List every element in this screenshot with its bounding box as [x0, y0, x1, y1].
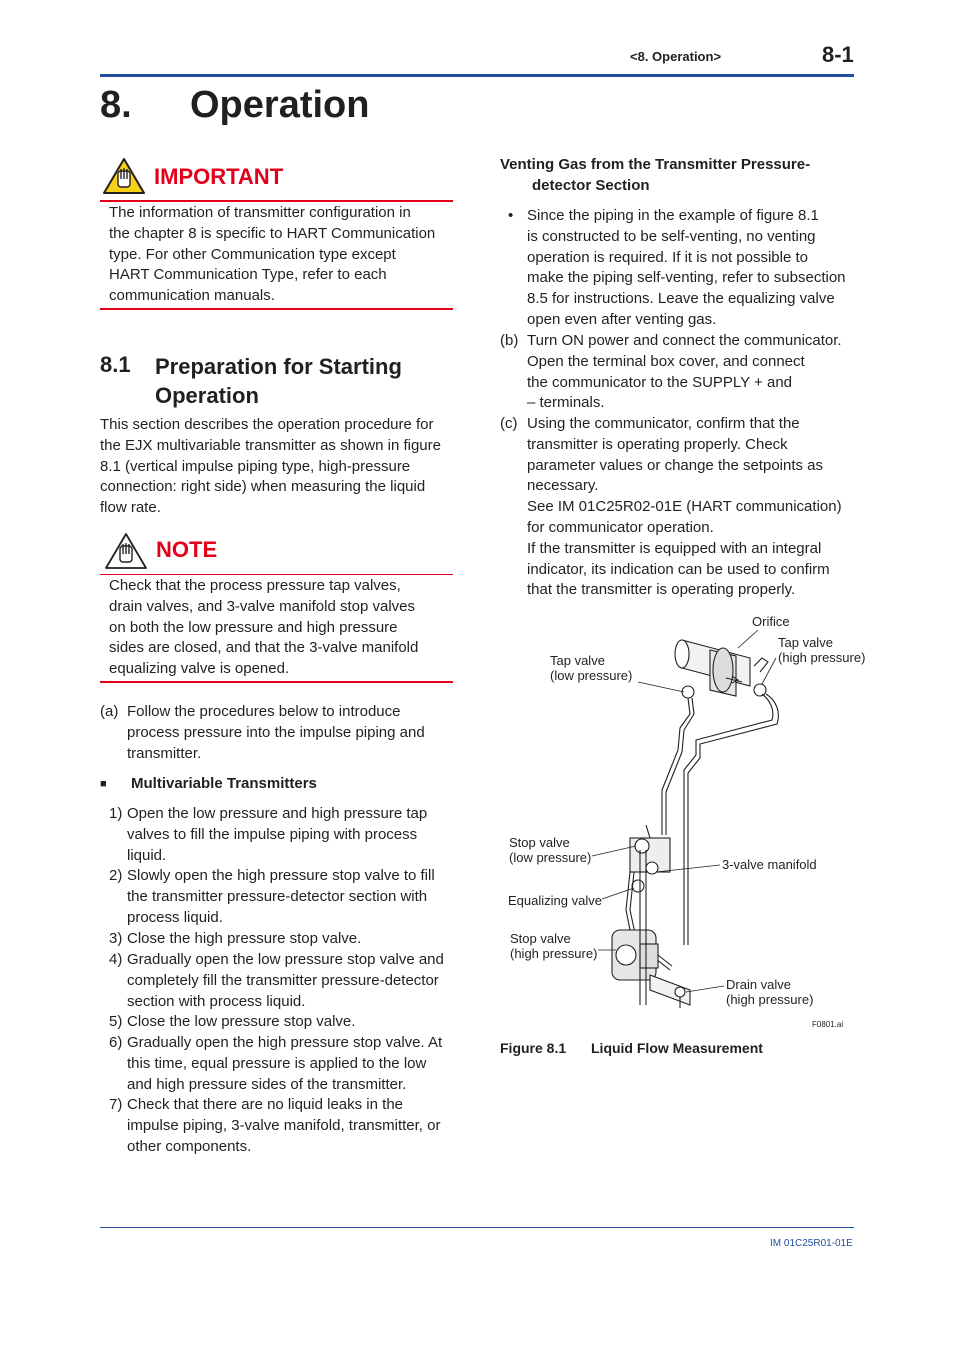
step-line: other components.	[127, 1137, 252, 1155]
chapter-number: 8.	[100, 84, 132, 126]
important-body	[109, 203, 453, 307]
section-number: 8.1	[100, 352, 131, 377]
section-intro	[100, 415, 455, 519]
page-number: 8-1	[822, 42, 854, 67]
note-top-rule	[100, 574, 453, 575]
warning-hand-icon	[102, 157, 146, 195]
step-line: and high pressure sides of the transmitter.	[127, 1075, 407, 1093]
step-line: completely fill the transmitter pressure-detector	[127, 971, 439, 989]
step-b-line: – terminals.	[527, 394, 605, 412]
label-line: (high pressure)	[726, 992, 814, 1007]
label-3-valve-manifold: 3-valve manifold	[722, 857, 817, 872]
note-line: on both the low pressure and high pressure	[109, 618, 398, 636]
venting-line: open even after venting gas.	[527, 310, 717, 328]
step-c-line: necessary.	[527, 477, 599, 495]
label-tap-valve-high	[778, 635, 865, 665]
step-line: impulse piping, 3-valve manifold, transmitter, or	[127, 1116, 441, 1134]
footer-rule	[100, 1227, 854, 1228]
step-line: this time, equal pressure is applied to the low	[127, 1054, 427, 1072]
label-stop-valve-high	[510, 931, 597, 961]
venting-line: operation is required. If it is not possible to	[527, 248, 808, 266]
step-a-text	[127, 702, 457, 764]
step-c-line: parameter values or change the setpoints as	[527, 456, 824, 474]
figure-caption	[500, 1040, 763, 1056]
important-top-rule	[100, 200, 453, 202]
step-a	[100, 702, 455, 766]
important-line: the chapter 8 is specific to HART Communication	[109, 224, 436, 242]
note-bottom-rule	[100, 681, 453, 683]
step-c-label: (c)	[500, 415, 518, 432]
step-number: 5)	[109, 1013, 123, 1030]
label-line: Stop valve	[510, 931, 571, 946]
intro-line: 8.1 (vertical impulse piping type, high-pressure	[100, 457, 411, 475]
step-number: 2)	[109, 867, 123, 884]
venting-bullet-item	[508, 206, 854, 336]
step-b-line: Open the terminal box cover, and connect	[527, 352, 805, 370]
note-callout	[100, 530, 453, 685]
intro-line: flow rate.	[100, 499, 161, 517]
intro-line: This section describes the operation procedure for	[100, 416, 434, 433]
step-line: liquid.	[127, 846, 167, 864]
step-line: process liquid.	[127, 908, 223, 926]
important-line: HART Communication Type, refer to each	[109, 266, 387, 284]
venting-line: make the piping self-venting, refer to subsection	[527, 269, 846, 287]
note-line: sides are closed, and that the 3-valve manifold	[109, 639, 419, 657]
step-c-line: for communicator operation.	[527, 518, 714, 536]
label-line: (low pressure)	[509, 850, 592, 865]
step-b-label: (b)	[500, 332, 519, 349]
bullet-dot-icon: •	[508, 207, 514, 224]
venting-line: is constructed to be self-venting, no venting	[527, 227, 816, 245]
note-line: Check that the process pressure tap valves,	[109, 577, 401, 594]
label-line: (high pressure)	[510, 946, 598, 961]
figure-number: Figure 8.1	[500, 1040, 567, 1056]
step-number: 6)	[109, 1034, 123, 1051]
venting-heading	[500, 155, 854, 197]
important-line: communication manuals.	[109, 287, 275, 305]
step-b-line: Turn ON power and connect the communicator.	[527, 332, 842, 349]
label-drain-valve-high	[726, 977, 813, 1007]
label-line: Stop valve	[509, 835, 570, 850]
step-a-line: transmitter.	[127, 744, 202, 762]
section-title-line: Operation	[155, 383, 259, 408]
important-heading: IMPORTANT	[154, 164, 284, 189]
intro-line: the EJX multivariable transmitter as shown in figure	[100, 436, 441, 454]
note-body	[109, 576, 453, 680]
step-c-line: transmitter is operating properly. Check	[527, 435, 788, 453]
step-number: 7)	[109, 1096, 123, 1113]
step-c-line: See IM 01C25R02-01E (HART communication)	[527, 498, 842, 516]
section-title	[155, 352, 455, 410]
step-c-line: If the transmitter is equipped with an integral	[527, 539, 822, 557]
step-line: Close the low pressure stop valve.	[127, 1013, 356, 1030]
label-line: Tap valve	[778, 635, 833, 650]
intro-line: connection: right side) when measuring the liquid	[100, 478, 426, 496]
step-line: valves to fill the impulse piping with process	[127, 825, 418, 843]
label-tap-valve-low	[550, 653, 632, 683]
step-a-label: (a)	[100, 703, 119, 720]
step-number: 4)	[109, 951, 123, 968]
step-number: 1)	[109, 805, 123, 822]
step-line: the transmitter pressure-detector section with	[127, 887, 428, 905]
step-line: Slowly open the high pressure stop valve to fill	[127, 867, 435, 884]
step-c-line: indicator, its indication can be used to confirm	[527, 560, 830, 578]
important-line: The information of transmitter configuration in	[109, 204, 411, 221]
step-b	[500, 331, 854, 415]
label-line: (low pressure)	[550, 668, 633, 683]
venting-line: Since the piping in the example of figure 8.1	[527, 207, 819, 224]
step-line: Close the high pressure stop valve.	[127, 930, 362, 947]
label-line: Drain valve	[726, 977, 792, 992]
step-b-line: the communicator to the SUPPLY + and	[527, 373, 793, 391]
square-bullet-icon: ■	[100, 778, 107, 790]
header-rule	[100, 74, 854, 77]
document-id: IM 01C25R01-01E	[770, 1238, 853, 1249]
step-a-line: Follow the procedures below to introduce	[127, 703, 401, 720]
label-equalizing-valve: Equalizing valve	[508, 893, 602, 908]
chapter-title: Operation	[190, 84, 370, 126]
figure-title: Liquid Flow Measurement	[591, 1040, 763, 1056]
note-hand-icon	[104, 532, 148, 570]
section-title-line: Preparation for Starting	[155, 354, 402, 379]
important-bottom-rule	[100, 308, 453, 310]
venting-heading-line: detector Section	[532, 176, 650, 194]
label-line: Tap valve	[550, 653, 605, 668]
step-line: Open the low pressure and high pressure tap	[127, 805, 428, 822]
step-c	[500, 414, 854, 604]
note-heading: NOTE	[156, 537, 218, 562]
step-line: section with process liquid.	[127, 992, 306, 1010]
label-line: (high pressure)	[778, 650, 866, 665]
step-line: Check that there are no liquid leaks in the	[127, 1096, 403, 1113]
step-c-line: Using the communicator, confirm that the	[527, 415, 800, 432]
step-number: 3)	[109, 930, 123, 947]
label-stop-valve-low	[509, 835, 591, 865]
step-a-line: process pressure into the impulse piping and	[127, 723, 425, 741]
important-callout	[100, 155, 453, 315]
step-line: Gradually open the high pressure stop valve. At	[127, 1034, 443, 1051]
important-line: type. For other Communication type except	[109, 245, 396, 263]
venting-heading-line: Venting Gas from the Transmitter Pressure-	[500, 156, 811, 173]
note-line: equalizing valve is opened.	[109, 660, 290, 678]
label-orifice: Orifice	[752, 614, 790, 629]
venting-line: 8.5 for instructions. Leave the equalizing valve	[527, 290, 835, 308]
note-line: drain valves, and 3-valve manifold stop valves	[109, 597, 415, 615]
multivariable-title: Multivariable Transmitters	[131, 775, 317, 792]
figure-file-id: F0801.ai	[812, 1020, 844, 1029]
step-c-line: that the transmitter is operating properly.	[527, 581, 796, 599]
running-header: <8. Operation>	[630, 49, 722, 64]
step-line: Gradually open the low pressure stop valve and	[127, 951, 444, 968]
